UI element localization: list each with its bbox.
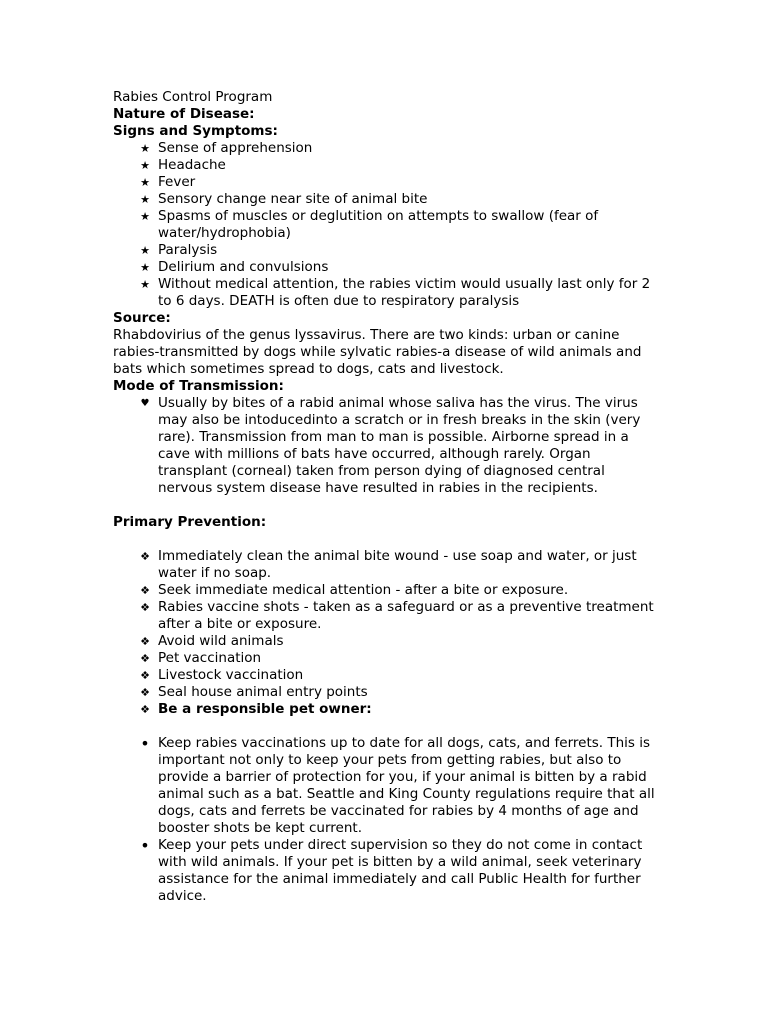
nature-heading: Nature of Disease:	[113, 106, 255, 122]
list-item: ❖ Seek immediate medical attention - after a bite or exposure.	[113, 582, 658, 599]
star-bullet-icon: ★	[140, 193, 150, 206]
list-item	[113, 701, 658, 718]
list-item: ★ Fever	[113, 174, 658, 191]
diamond-bullet-icon: ❖	[140, 703, 150, 716]
list-item: ❖ Pet vaccination	[113, 650, 658, 667]
list-item: • Keep rabies vaccinations up to date for all dogs, cats, and ferrets. This is important not only to keep your pets from getting rabies, but also to provide a barrier of protection for you, if your animal is bitten by a rabid animal such as a bat. Seattle and King County regulations require that all dogs, cats and ferrets be vaccinated for rabies by 4 months of age and booster shots be kept current.	[113, 735, 658, 837]
diamond-bullet-icon: ❖	[140, 635, 150, 648]
list-item: ★ Sensory change near site of animal bite	[113, 191, 658, 208]
diamond-bullet-icon: ❖	[140, 550, 150, 563]
list-item: ❖ Rabies vaccine shots - taken as a safeguard or as a preventive treatment after a bite or exposure.	[113, 599, 658, 633]
diamond-bullet-icon: ❖	[140, 669, 150, 682]
list-item: ★ Sense of apprehension	[113, 140, 658, 157]
star-bullet-icon: ★	[140, 142, 150, 155]
list-item: ★ Without medical attention, the rabies victim would usually last only for 2 to 6 days. DEATH is often due to respiratory paralysis	[113, 276, 658, 310]
owner-heading: Be a responsible pet owner:	[158, 701, 372, 717]
document-page	[113, 89, 658, 905]
star-bullet-icon: ★	[140, 244, 150, 257]
list-item: ★ Headache	[113, 157, 658, 174]
list-item: ❖ Seal house animal entry points	[113, 684, 658, 701]
diamond-bullet-icon: ❖	[140, 652, 150, 665]
list-item: ★ Paralysis	[113, 242, 658, 259]
list-item: • Keep your pets under direct supervision so they do not come in contact with wild animals. If your pet is bitten by a wild animal, seek veterinary assistance for the animal immediately and call Public Health for further advice.	[113, 837, 658, 905]
star-bullet-icon: ★	[140, 176, 150, 189]
star-bullet-icon: ★	[140, 278, 150, 291]
diamond-bullet-icon: ❖	[140, 601, 150, 614]
dot-bullet-icon: •	[140, 734, 150, 753]
diamond-bullet-icon: ❖	[140, 584, 150, 597]
source-heading: Source:	[113, 310, 171, 326]
owner-list	[113, 735, 658, 905]
prevention-heading: Primary Prevention:	[113, 514, 267, 530]
list-item: ❖ Immediately clean the animal bite wound - use soap and water, or just water if no soap.	[113, 548, 658, 582]
source-text: Rhabdovirius of the genus lyssavirus. There are two kinds: urban or canine rabies-transmitted by dogs while sylvatic rabies-a disease of wild animals and bats which sometimes spread to dogs, cats and livestock.	[113, 327, 642, 377]
document-title: Rabies Control Program	[113, 89, 273, 105]
star-bullet-icon: ★	[140, 159, 150, 172]
list-item: ❖ Livestock vaccination	[113, 667, 658, 684]
list-item: ♥ Usually by bites of a rabid animal whose saliva has the virus. The virus may also be intoducedinto a scratch or in fresh breaks in the skin (very rare). Transmission from man to man is possible. Airborne spread in a cave with millions of bats have occurred, although rarely. Organ transplant (corneal) taken from person dying of diagnosed central nervous system disease have resulted in rabies in the recipients.	[113, 395, 658, 497]
signs-list	[113, 140, 658, 310]
heart-bullet-icon: ♥	[140, 398, 150, 409]
list-item: ❖ Avoid wild animals	[113, 633, 658, 650]
star-bullet-icon: ★	[140, 261, 150, 274]
mode-heading: Mode of Transmission:	[113, 378, 284, 394]
prevention-list	[113, 548, 658, 718]
mode-list	[113, 395, 658, 497]
star-bullet-icon: ★	[140, 210, 150, 223]
diamond-bullet-icon: ❖	[140, 686, 150, 699]
list-item: ★ Delirium and convulsions	[113, 259, 658, 276]
dot-bullet-icon: •	[140, 836, 150, 855]
list-item: ★ Spasms of muscles or deglutition on attempts to swallow (fear of water/hydrophobia)	[113, 208, 658, 242]
signs-heading: Signs and Symptoms:	[113, 123, 278, 139]
